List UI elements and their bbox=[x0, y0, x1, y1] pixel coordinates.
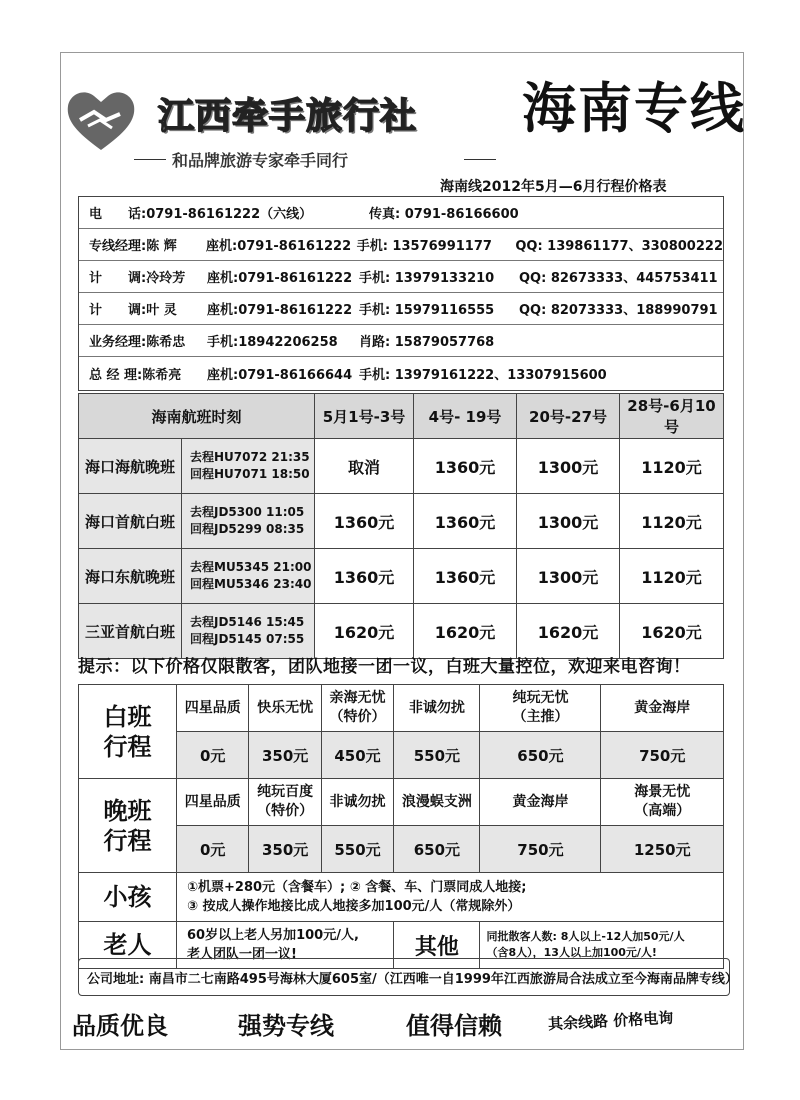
package-name: 纯玩无忧 （主推） bbox=[480, 685, 601, 732]
flight-header: 20号-27号 bbox=[517, 394, 620, 439]
slogan-divider-right bbox=[464, 159, 496, 160]
contact-role: 计 调:冷玲芳 bbox=[89, 271, 186, 286]
table-row bbox=[79, 604, 724, 659]
price-table-subtitle: 海南线2012年5月—6月行程价格表 bbox=[440, 179, 667, 195]
package-price: 550元 bbox=[394, 732, 480, 779]
price-cell: 1360元 bbox=[414, 549, 517, 604]
price-cell: 1620元 bbox=[517, 604, 620, 659]
package-name: 非诚勿扰 bbox=[394, 685, 480, 732]
price-cell: 1120元 bbox=[620, 549, 724, 604]
package-price: 750元 bbox=[601, 732, 724, 779]
other-policy: 同批散客人数: 8人以上-12人加50元/人 （含8人），13人以上加100元/人! bbox=[480, 922, 724, 969]
package-price-table bbox=[78, 684, 724, 969]
package-name: 纯玩百度 （特价） bbox=[249, 779, 321, 826]
package-price: 350元 bbox=[249, 826, 321, 873]
package-name: 浪漫蜈支洲 bbox=[394, 779, 480, 826]
package-name: 黄金海岸 bbox=[480, 779, 601, 826]
elder-policy: 60岁以上老人另加100元/人, 老人团队一团一议! bbox=[177, 922, 394, 969]
package-price: 0元 bbox=[177, 826, 249, 873]
contact-landline: 座机:0791-86161222 bbox=[207, 271, 353, 286]
flight-header: 5月1号-3号 bbox=[315, 394, 414, 439]
table-row bbox=[79, 494, 724, 549]
flight-name: 海口东航晚班 bbox=[79, 549, 182, 604]
company-address: 公司地址: 南昌市二七南路495号海林大厦605室/（江西唯一自1999年江西旅游局合法成立至今海南品牌专线） bbox=[78, 958, 730, 996]
table-row bbox=[79, 779, 724, 826]
contact-row bbox=[79, 261, 723, 293]
contact-row bbox=[79, 357, 723, 390]
slogan-divider-left bbox=[134, 159, 166, 160]
contact-role: 业务经理:陈希忠 bbox=[89, 335, 186, 350]
price-cell: 1360元 bbox=[315, 549, 414, 604]
price-cell: 1300元 bbox=[517, 549, 620, 604]
contact-row bbox=[79, 293, 723, 325]
package-price: 750元 bbox=[480, 826, 601, 873]
package-name: 海景无忧 （高端） bbox=[601, 779, 724, 826]
contact-qq: QQ: 82073333、188990791 bbox=[519, 303, 718, 318]
contact-role: 总 经 理:陈希亮 bbox=[89, 368, 182, 383]
contact-row bbox=[79, 197, 723, 229]
contact-mobile: 手机: 13576991177 bbox=[356, 239, 492, 254]
package-price: 0元 bbox=[177, 732, 249, 779]
package-price: 650元 bbox=[480, 732, 601, 779]
contact-row bbox=[79, 229, 723, 261]
contact-role: 专线经理:陈 辉 bbox=[89, 239, 177, 254]
package-price: 350元 bbox=[249, 732, 321, 779]
contact-row bbox=[79, 325, 723, 357]
slogan: 和品牌旅游专家牵手同行 bbox=[172, 151, 349, 170]
package-name: 四星品质 bbox=[177, 685, 249, 732]
package-price: 450元 bbox=[321, 732, 393, 779]
contact-qq: QQ: 82673333、445753411 bbox=[519, 271, 718, 286]
package-name: 亲海无忧 （特价） bbox=[321, 685, 393, 732]
flight-header: 28号-6月10号 bbox=[620, 394, 724, 439]
night-tour-label: 晚班 行程 bbox=[79, 779, 177, 873]
brand-name: 江西牵手旅行社 bbox=[158, 96, 418, 137]
child-label: 小孩 bbox=[79, 873, 177, 922]
table-row bbox=[79, 549, 724, 604]
day-tour-label: 白班 行程 bbox=[79, 685, 177, 779]
price-cell: 1620元 bbox=[315, 604, 414, 659]
flight-header: 海南航班时刻 bbox=[79, 394, 315, 439]
contact-landline: 座机:0791-86161222 bbox=[206, 239, 352, 254]
flight-times: 去程JD5146 15:45 回程JD5145 07:55 bbox=[182, 604, 315, 659]
package-price: 550元 bbox=[321, 826, 393, 873]
flight-name: 三亚首航白班 bbox=[79, 604, 182, 659]
flight-name: 海口海航晚班 bbox=[79, 439, 182, 494]
footer-slogan: 品质优良 bbox=[72, 1012, 168, 1040]
footer-slogan: 其余线路 价格电询 bbox=[547, 1008, 674, 1034]
fax: 传真: 0791-86166600 bbox=[369, 207, 519, 222]
phone-label: 电 话:0791-86161222（六线） bbox=[89, 207, 313, 222]
price-cell: 1620元 bbox=[414, 604, 517, 659]
contact-mobile: 手机: 13979133210 bbox=[359, 271, 495, 286]
price-cell: 取消 bbox=[315, 439, 414, 494]
footer-slogan: 强势专线 bbox=[238, 1012, 334, 1040]
package-name: 黄金海岸 bbox=[601, 685, 724, 732]
price-cell: 1120元 bbox=[620, 494, 724, 549]
package-name: 四星品质 bbox=[177, 779, 249, 826]
contact-mobile: 手机: 13979161222、13307915600 bbox=[359, 368, 607, 383]
price-cell: 1620元 bbox=[620, 604, 724, 659]
flight-header: 4号- 19号 bbox=[414, 394, 517, 439]
flight-times: 去程MU5345 21:00 回程MU5346 23:40 bbox=[182, 549, 315, 604]
contact-box bbox=[78, 196, 724, 391]
price-cell: 1360元 bbox=[315, 494, 414, 549]
flight-times: 去程JD5300 11:05 回程JD5299 08:35 bbox=[182, 494, 315, 549]
table-row bbox=[79, 439, 724, 494]
package-price: 650元 bbox=[394, 826, 480, 873]
contact-qq: QQ: 139861177、330800222 bbox=[515, 239, 723, 254]
contact-landline: 座机:0791-86161222 bbox=[207, 303, 353, 318]
contact-mobile: 手机: 15979116555 bbox=[359, 303, 495, 318]
package-price: 1250元 bbox=[601, 826, 724, 873]
contact-landline: 座机:0791-86166644 bbox=[207, 368, 353, 383]
package-name: 非诚勿扰 bbox=[321, 779, 393, 826]
price-cell: 1360元 bbox=[414, 494, 517, 549]
flight-schedule-table bbox=[78, 393, 724, 659]
elder-label: 老人 bbox=[79, 922, 177, 969]
flight-name: 海口首航白班 bbox=[79, 494, 182, 549]
price-cell: 1120元 bbox=[620, 439, 724, 494]
contact-mobile: 手机:18942206258 bbox=[207, 335, 338, 350]
contact-extra: 肖路: 15879057768 bbox=[359, 335, 495, 350]
price-cell: 1300元 bbox=[517, 439, 620, 494]
notice-text: 提示：以下价格仅限散客，团队地接一团一议，白班大量控位，欢迎来电咨询！ bbox=[78, 657, 691, 677]
handshake-heart-logo-icon bbox=[66, 90, 136, 152]
contact-role: 计 调:叶 灵 bbox=[89, 303, 177, 318]
table-row bbox=[79, 873, 724, 922]
price-cell: 1360元 bbox=[414, 439, 517, 494]
line-title: 海南专线 bbox=[522, 76, 746, 140]
other-label: 其他 bbox=[394, 922, 480, 969]
footer-slogan: 值得信赖 bbox=[406, 1012, 502, 1040]
child-policy: ①机票+280元（含餐车）; ② 含餐、车、门票同成人地接; ③ 按成人操作地接比成人地接多加100元/人（常规除外） bbox=[177, 873, 724, 922]
flight-times: 去程HU7072 21:35 回程HU7071 18:50 bbox=[182, 439, 315, 494]
table-row bbox=[79, 685, 724, 732]
package-name: 快乐无忧 bbox=[249, 685, 321, 732]
price-cell: 1300元 bbox=[517, 494, 620, 549]
